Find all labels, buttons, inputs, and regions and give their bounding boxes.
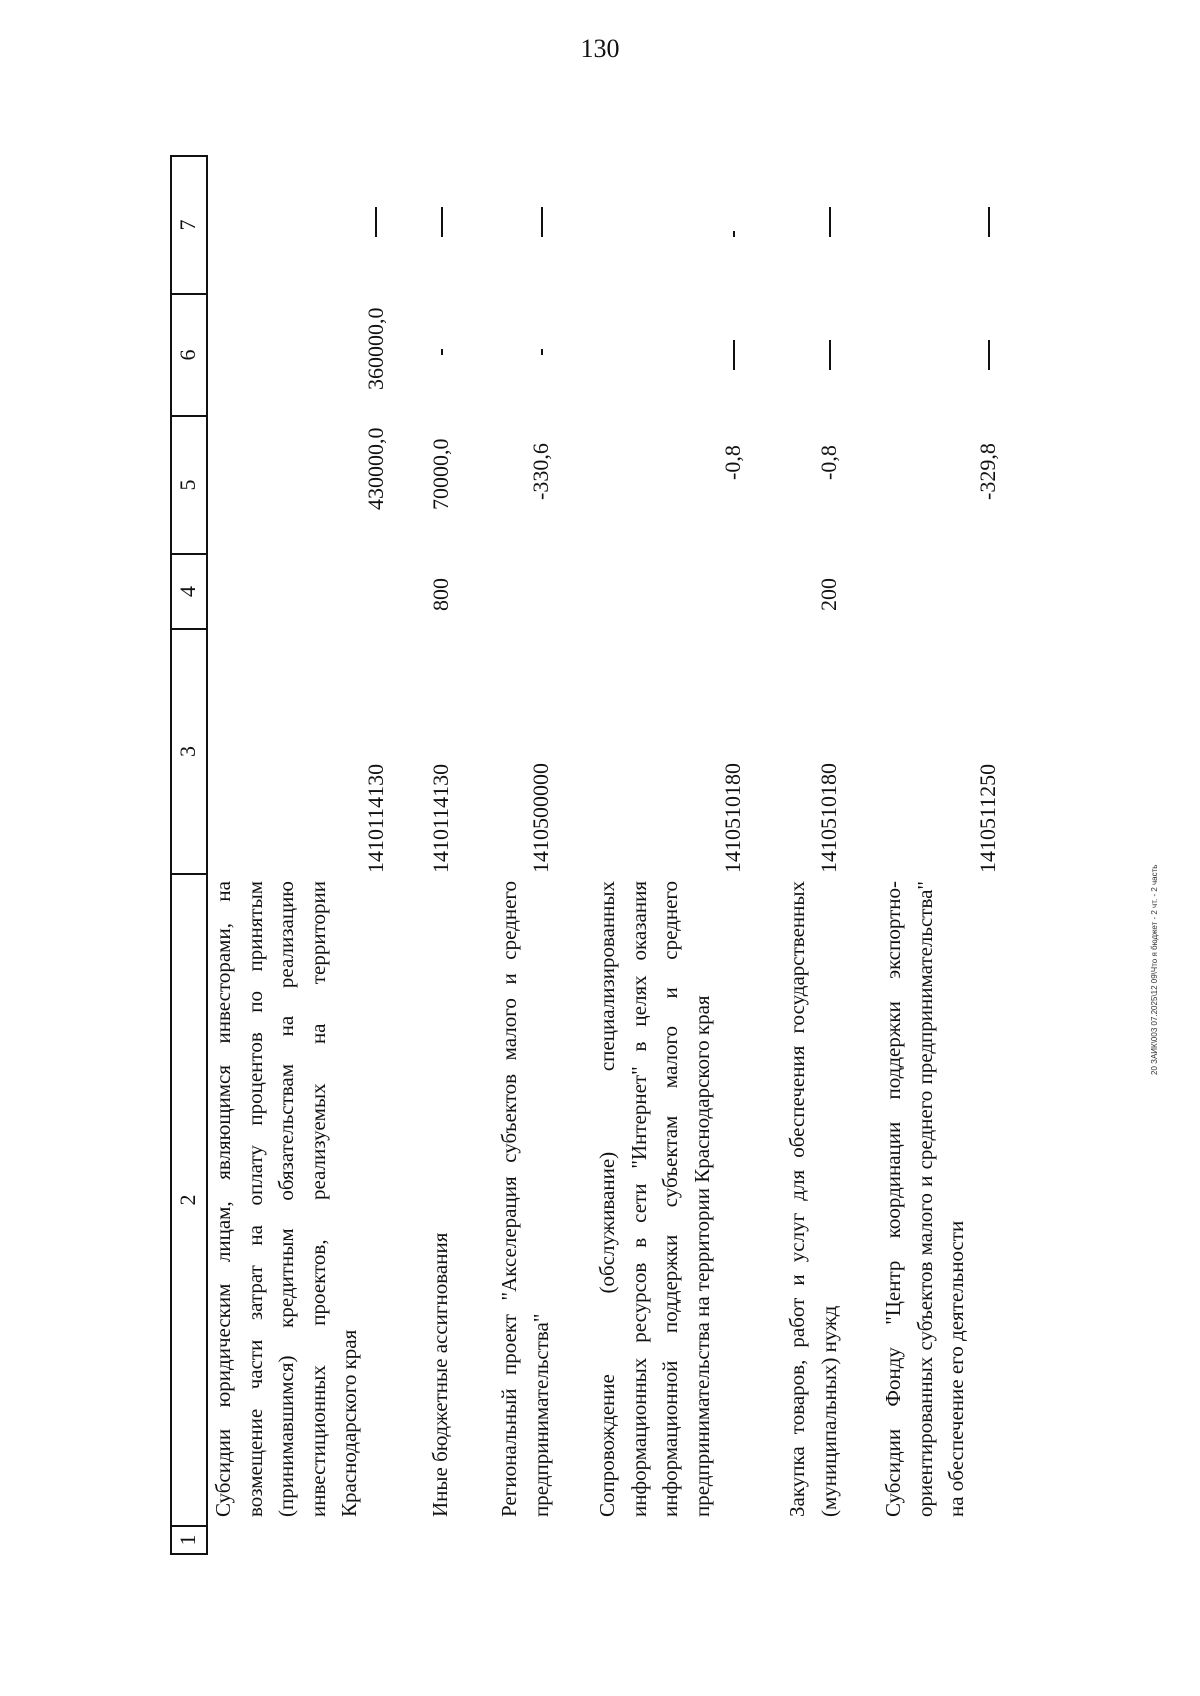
- row-col6-value: 360000,0: [363, 307, 388, 390]
- row-amount: -329,8: [975, 443, 1000, 500]
- empty-mark: [541, 349, 543, 355]
- page-number: 130: [580, 34, 620, 63]
- footer-reference: 20 ЗАИК\003 07.2025\12 09\Что я бюджет - 2 чт. - 2 часть: [1150, 864, 1159, 1075]
- empty-mark: [988, 207, 990, 237]
- row-amount: -0,8: [816, 445, 841, 480]
- row-type: 800: [428, 578, 453, 611]
- row-amount: 430000,0: [363, 427, 388, 510]
- column-header-5: 5: [175, 479, 200, 491]
- row-description: Субсидии Фонду "Центр координации поддержки экспортно-ориентированных субъектов малого и среднего предпринимательства" на обеспечение его деятельности: [881, 881, 968, 1517]
- row-description: Региональный проект "Акселерация субъектов малого и среднего предпринимательства": [497, 881, 553, 1517]
- empty-mark: [988, 340, 990, 370]
- column-header-4: 4: [175, 586, 200, 597]
- empty-mark: [441, 207, 443, 237]
- row-description: Сопровождение (обслуживание) специализированных информационных ресурсов в сети "Интернет" в целях оказания информационной поддержки субъектам малого и среднего предпринимательства на территории Краснодарского края: [595, 881, 714, 1517]
- row-code: 1410114130: [363, 763, 388, 873]
- row-code: 1410500000: [528, 763, 553, 873]
- row-amount: 70000,0: [428, 438, 453, 510]
- row-description: Субсидии юридическим лицам, являющимся инвесторами, на возмещение части затрат на оплату процентов по принятым (принимавшимся) кредитным обязательствам на реализацию инвестиционных проектов, реализуемых на территории Краснодарского края: [211, 881, 361, 1517]
- budget-table: [170, 155, 1040, 1555]
- row-description: Закупка товаров, работ и услуг для обеспечения государственных (муниципальных) нужд: [785, 881, 841, 1517]
- empty-mark: [829, 207, 831, 237]
- row-amount: -0,8: [720, 445, 745, 480]
- row-code: 1410510180: [816, 763, 841, 873]
- column-header-6: 6: [175, 349, 200, 361]
- row-code: 1410510180: [720, 763, 745, 873]
- row-type: 200: [816, 578, 841, 611]
- row-amount: -330,6: [528, 443, 553, 500]
- column-header-1: 1: [175, 1534, 200, 1546]
- empty-mark: [733, 231, 735, 237]
- row-code: 1410114130: [428, 763, 453, 873]
- empty-mark: [829, 340, 831, 370]
- empty-mark: [441, 349, 443, 355]
- empty-mark: [733, 340, 735, 370]
- header-divider: [170, 1553, 206, 1555]
- empty-mark: [541, 207, 543, 237]
- row-code: 1410511250: [975, 763, 1000, 873]
- column-header-2: 2: [175, 1194, 200, 1206]
- column-header-3: 3: [175, 746, 200, 757]
- row-description: Иные бюджетные ассигнования: [428, 1232, 452, 1517]
- empty-mark: [375, 207, 377, 237]
- column-header-7: 7: [175, 219, 200, 231]
